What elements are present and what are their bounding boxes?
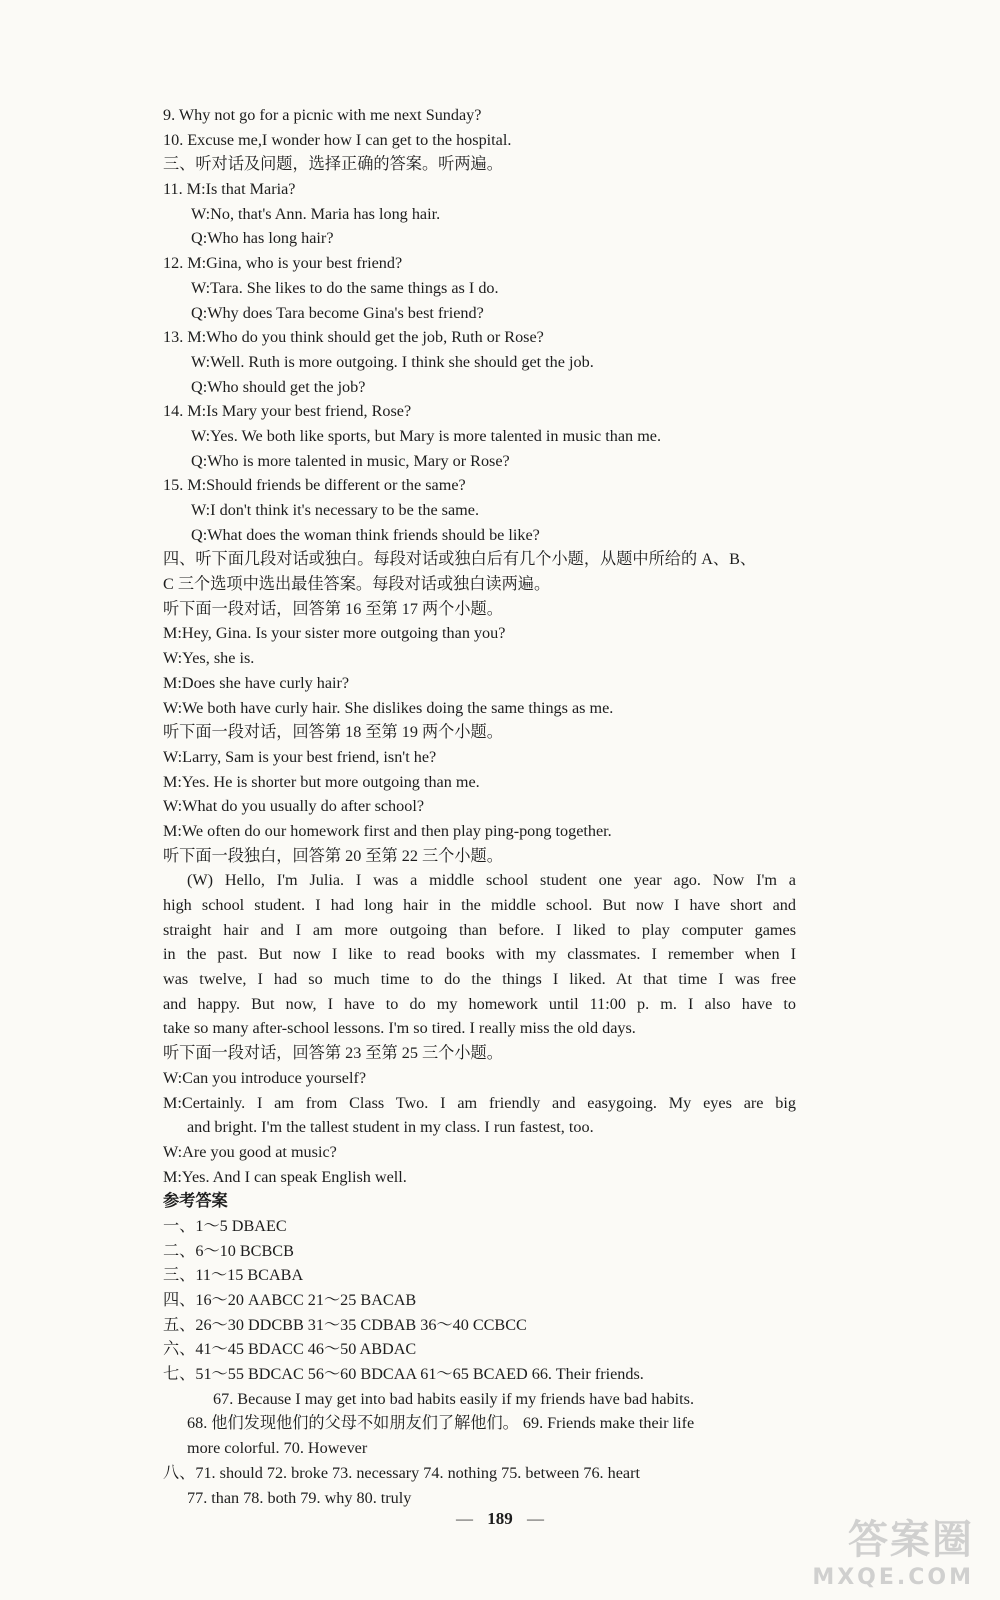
text-line: W:Can you introduce yourself? — [163, 1068, 367, 1087]
text-line: in the past. But now I like to read books with my classmates. I remember when I — [163, 945, 796, 964]
text-line: M:We often do our homework first and then play ping-pong together. — [163, 821, 612, 840]
text-line: straight hair and I am more outgoing than before. I liked to play computer games — [163, 920, 796, 939]
text-line: W:Larry, Sam is your best friend, isn't he? — [163, 747, 437, 766]
text-line: 13. M:Who do you think should get the job, Ruth or Rose? — [163, 328, 544, 347]
text-line: W:No, that's Ann. Maria has long hair. — [191, 204, 441, 223]
text-line: M:Yes. He is shorter but more outgoing than me. — [163, 772, 480, 791]
text-line: Q:Why does Tara become Gina's best friend? — [191, 303, 484, 322]
text-line: M:Does she have curly hair? — [163, 673, 350, 692]
text-line: 14. M:Is Mary your best friend, Rose? — [163, 402, 412, 421]
text-line: 听下面一段独白，回答第 20 至第 22 三个小题。 — [163, 846, 503, 865]
text-line: 三、11～15 BCABA — [163, 1266, 304, 1285]
text-line: W:Are you good at music? — [163, 1142, 337, 1161]
watermark-url: MXQE.COM — [812, 1565, 974, 1590]
text-line: W:We both have curly hair. She dislikes doing the same things as me. — [163, 698, 614, 717]
text-line: C 三个选项中选出最佳答案。每段对话或独白读两遍。 — [163, 575, 551, 594]
text-line: 15. M:Should friends be different or the same? — [163, 476, 466, 495]
text-line: 五、26～30 DDCBB 31～35 CDBAB 36～40 CCBCC — [163, 1315, 527, 1334]
text-line: 八、71. should 72. broke 73. necessary 74. nothing 75. between 76. heart — [163, 1463, 640, 1482]
watermark — [812, 1508, 974, 1590]
text-line: more colorful. 70. However — [187, 1439, 368, 1458]
text-line: M:Certainly. I am from Class Two. I am friendly and easygoing. My eyes are big — [163, 1093, 796, 1112]
text-line: 二、6～10 BCBCB — [163, 1241, 294, 1260]
text-line: Q:What does the woman think friends should be like? — [191, 525, 540, 544]
text-line: 10. Excuse me,I wonder how I can get to the hospital. — [163, 130, 512, 149]
document-body — [163, 103, 796, 1510]
text-line: 七、51～55 BDCAC 56～60 BDCAA 61～65 BCAED 66. Their friends. — [163, 1365, 644, 1384]
text-line: high school student. I had long hair in the middle school. But now I have short and — [163, 896, 796, 914]
text-line: W:Yes. We both like sports, but Mary is more talented in music than me. — [191, 426, 662, 445]
text-line: W:Tara. She likes to do the same things as I do. — [191, 278, 499, 297]
text-line: Q:Who is more talented in music, Mary or Rose? — [191, 451, 510, 470]
text-line: take so many after-school lessons. I'm so tired. I really miss the old days. — [163, 1019, 636, 1038]
text-line: 听下面一段对话，回答第 16 至第 17 两个小题。 — [163, 599, 503, 618]
text-line: 68. 他们发现他们的父母不如朋友们了解他们。 69. Friends make their life — [187, 1414, 695, 1433]
text-line: 77. than 78. both 79. why 80. truly — [187, 1488, 412, 1507]
text-line: W:Yes, she is. — [163, 649, 255, 668]
text-line: was twelve, I had so much time to do the things I liked. At that time I was free — [163, 970, 796, 989]
text-line: 三、听对话及问题，选择正确的答案。听两遍。 — [163, 155, 503, 174]
text-line: 67. Because I may get into bad habits easily if my friends have bad habits. — [213, 1389, 695, 1408]
text-line: M:Hey, Gina. Is your sister more outgoing than you? — [163, 624, 506, 643]
text-line: 12. M:Gina, who is your best friend? — [163, 254, 403, 273]
text-line: (W) Hello, I'm Julia. I was a middle school student one year ago. Now I'm a — [187, 871, 796, 890]
page-number: 189 — [487, 1509, 513, 1528]
text-line: 9. Why not go for a picnic with me next Sunday? — [163, 106, 482, 124]
footer-dash-left: — — [456, 1509, 473, 1528]
text-line: 四、16～20 AABCC 21～25 BACAB — [163, 1291, 417, 1309]
text-line: 六、41～45 BDACC 46～50 ABDAC — [163, 1340, 417, 1359]
text-line: 11. M:Is that Maria? — [163, 180, 296, 199]
footer-dash-right: — — [527, 1509, 544, 1528]
text-line: Q:Who should get the job? — [191, 377, 366, 396]
text-line: and bright. I'm the tallest student in my class. I run fastest, too. — [187, 1118, 594, 1137]
text-line: 一、1～5 DBAEC — [163, 1216, 287, 1235]
watermark-brand: 答案圈 — [848, 1517, 974, 1563]
text-line: 听下面一段对话，回答第 18 至第 19 两个小题。 — [163, 723, 503, 742]
text-line: 听下面一段对话，回答第 23 至第 25 三个小题。 — [163, 1044, 503, 1063]
text-line: W:I don't think it's necessary to be the same. — [191, 501, 479, 519]
text-line: 四、听下面几段对话或独白。每段对话或独白后有几个小题，从题中所给的 A、B、 — [163, 550, 757, 569]
text-line: W:Well. Ruth is more outgoing. I think she should get the job. — [191, 352, 594, 371]
text-line: and happy. But now, I have to do my homework until 11:00 p. m. I also have to — [163, 994, 796, 1013]
text-line: M:Yes. And I can speak English well. — [163, 1167, 407, 1186]
text-line: W:What do you usually do after school? — [163, 797, 425, 816]
section-heading: 参考答案 — [163, 1192, 228, 1211]
text-line: Q:Who has long hair? — [191, 229, 334, 248]
